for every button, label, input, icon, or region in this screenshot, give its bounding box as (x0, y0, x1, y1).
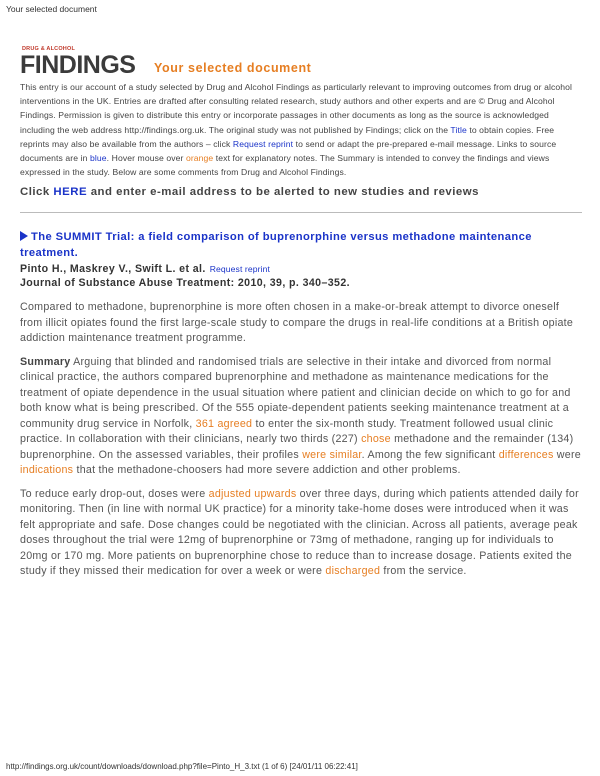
summary-text-5: were (553, 448, 581, 461)
divider (20, 212, 582, 213)
request-reprint-mention[interactable]: Request reprint (232, 138, 294, 149)
summary-paragraph (20, 355, 582, 479)
note-were-similar[interactable]: were similar (302, 448, 362, 461)
note-chose[interactable]: chose (361, 433, 391, 446)
article-authors (20, 263, 582, 275)
article-title-text[interactable]: The SUMMIT Trial: a field comparison of buprenorphine versus methadone maintenance treatment. (20, 231, 532, 260)
title-link-mention: Title (450, 124, 467, 135)
intro-text-5: text for explanatory notes. The Summary is intended to convey the findings and views expressed in the study. Below are some comments from Drug and Alcohol Findings. (20, 153, 550, 178)
dosing-text-1: To reduce early drop-out, doses were (20, 487, 209, 500)
dosing-text-2: over three days, during which patients attended daily for monitoring. Then (in line with normal UK practice) for a minority take-home doses were introduced when it was felt appropriate and safe. Dose changes could be negotiated with the clinician. Across all patients, average peak doses throughout the trial were 12mg of buprenorphine or 73mg of methadone, ranging up for individuals to 20mg or 170 mg. More patients on buprenorphine chose to reduce than to increase dosage. Patients exited the study if they missed their medication for over a week or were (20, 487, 579, 578)
alert-here-link[interactable]: HERE (53, 186, 88, 199)
findings-logo[interactable] (20, 46, 154, 78)
alert-rest-text: and enter e-mail address to be alerted to new studies and reviews (87, 186, 479, 199)
lead-paragraph: Compared to methadone, buprenorphine is more often chosen in a make-or-break attempt to divorce oneself from illicit opiates found the first large-scale study to compare the drugs in real-life conditions at a British opiate addiction maintenance treatment programme. (20, 301, 574, 345)
note-adjusted-upwards[interactable]: adjusted upwards (208, 487, 297, 500)
logo-wordmark: FINDINGS (20, 51, 136, 79)
intro-text-2: to obtain copies. Free reprints may also be available from the authors – click (20, 124, 555, 149)
masthead-tagline: Your selected document (154, 61, 312, 75)
request-reprint-link[interactable]: Request reprint (209, 264, 270, 275)
article-journal: Journal of Substance Abuse Treatment: 2010, 39, p. 340–352. (20, 277, 350, 290)
document-content (20, 44, 582, 580)
summary-text-2: to enter the six-month study. Treatment followed usual clinic practice. In collaboration with their clinicians, nearly two thirds (227) (20, 417, 554, 446)
note-indications[interactable]: indications (20, 464, 74, 477)
page-header: Your selected document (6, 4, 97, 14)
blue-word: blue (90, 153, 107, 164)
intro-text-1: This entry is our account of a study selected by Drug and Alcohol Findings as particularly relevant to improving outcomes from drug or alcohol interventions in the UK. Entries are drafted after consulting related research, study authors and other experts and are © Drug and Alcohol Findings. Permission is given to distribute this entry or incorporate passages in other documents as long as the source is acknowledged including the web address http://findings.org.uk. The original study was not published by Findings; click on the (20, 82, 573, 135)
summary-text-1: Arguing that blinded and randomised trials are selective in their intake and divorced from normal clinical practice, the authors compared buprenorphine and methadone as maintenance medications for the treatment of opiate dependence in the usual situation where patient and clinician decide on which to go for and both know what is being prescribed. Of the 555 opiate-dependent patients seeking maintenance treatment at a community drug service in Norfolk, (20, 355, 571, 430)
summary-text-6: that the methadone-choosers had more severe addiction and other problems. (73, 464, 461, 477)
note-discharged[interactable]: discharged (325, 565, 381, 578)
summary-label: Summary (20, 355, 71, 368)
masthead (20, 44, 582, 78)
authors-text: Pinto H., Maskrey V., Swift L. et al. (20, 263, 206, 276)
intro-paragraph (20, 80, 582, 179)
logo-small-text: DRUG & ALCOHOL (22, 46, 76, 52)
note-differences[interactable]: differences (498, 448, 554, 461)
page-footer-url: http://findings.org.uk/count/downloads/download.php?file=Pinto_H_3.txt (1 of 6) [24/01/11 06:22:41] (6, 762, 358, 771)
email-alert-line (20, 186, 582, 198)
intro-text-4: . Hover mouse over (106, 153, 186, 164)
summary-text-3: methadone and the remainder (134) buprenorphine. On the assessed variables, their profiles (20, 433, 574, 461)
article-title-link[interactable] (20, 229, 582, 261)
play-arrow-icon (20, 231, 28, 241)
orange-word: orange (185, 153, 214, 164)
note-361-agreed[interactable]: 361 agreed (195, 417, 253, 430)
summary-text-4: . Among the few significant (361, 448, 499, 461)
intro-text-3: to send or adapt the pre-prepared e-mail message. Links to source documents are in (20, 138, 557, 164)
dosing-paragraph (20, 487, 582, 580)
alert-click-text: Click (20, 186, 54, 199)
dosing-text-3: from the service. (380, 565, 467, 578)
